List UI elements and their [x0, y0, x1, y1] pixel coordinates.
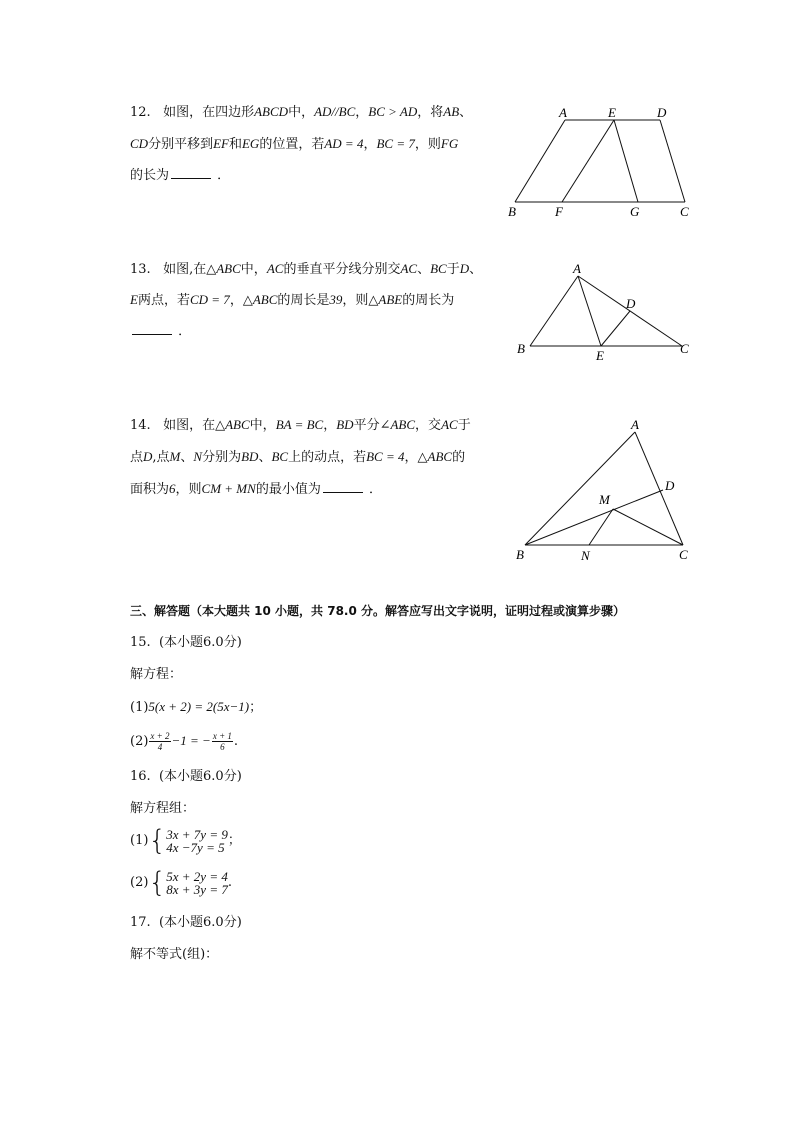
q12-text: ，则 [414, 137, 441, 152]
q13-text: ，则 [342, 293, 369, 308]
numerator: x + 1 [212, 731, 232, 741]
q13-text: 如图,在 [163, 262, 207, 277]
segment-AB [525, 432, 635, 545]
q15-score: (本小题6.0分) [158, 635, 242, 650]
punct: ； [249, 700, 263, 715]
q12-math: AD = 4 [324, 136, 364, 151]
q14-line-1 [130, 415, 471, 436]
q12-math: AD//BC [314, 104, 356, 119]
q14-math: BC [271, 449, 289, 464]
label-E: E [596, 348, 604, 363]
equation-system [166, 828, 228, 854]
q14-math: BD [336, 417, 354, 432]
q14-text: ,点 [152, 450, 170, 465]
q12-math: FG [440, 136, 459, 151]
q13-line-1 [130, 259, 482, 280]
q14-text: 如图，在 [163, 418, 216, 433]
q16-header [130, 767, 242, 787]
q14-text: 的 [452, 450, 466, 465]
label-A: A [559, 105, 567, 120]
q12-text: ，将 [417, 105, 444, 120]
part-label: (2) [130, 875, 149, 890]
label-E: E [608, 105, 616, 120]
fraction [212, 731, 233, 752]
q13-text: 的垂直平分线分别交 [283, 262, 401, 277]
q16-number: 16. [130, 769, 151, 784]
left-brace: { [148, 823, 167, 857]
q12-number: 12. [130, 105, 151, 120]
q12-text: 和 [228, 137, 242, 152]
q13-math: D [459, 261, 470, 276]
q13-text: ， [229, 293, 243, 308]
q14-math: △ABC [215, 417, 250, 432]
q14-math: BC = 4 [366, 449, 405, 464]
q15-part-1 [130, 697, 262, 718]
q14-text: ， [404, 450, 418, 465]
q14-math: AC [441, 417, 458, 432]
label-B: B [516, 547, 524, 562]
q13-math: BC [430, 261, 447, 276]
q13-math: AC [266, 261, 284, 276]
q12-line-2 [130, 134, 458, 155]
q14-math: M [169, 449, 181, 464]
q12-figure-trapezoid [500, 100, 700, 225]
q13-math: CD = 7 [189, 292, 230, 307]
q14-math: △ABC [417, 449, 453, 464]
label-D: D [665, 478, 675, 493]
q14-text: 面积为 [130, 482, 170, 497]
part-label: (1) [130, 833, 149, 848]
q14-math: D [143, 449, 153, 464]
q14-text: 点 [130, 450, 144, 465]
equation: 5x + 2y = 4 [166, 868, 228, 884]
q13-figure-triangle [510, 258, 700, 366]
q12-text: 中， [288, 105, 315, 120]
q12-text: 的位置，若 [259, 137, 325, 152]
equation: 4x −7y = 5 [166, 839, 225, 855]
q13-math: AC [400, 261, 418, 276]
q16-part-1 [130, 823, 241, 857]
q12-line-3 [130, 166, 230, 186]
label-B: B [508, 204, 516, 219]
q13-math: △ABE [368, 292, 403, 307]
left-brace: { [148, 865, 167, 899]
answer-blank[interactable] [171, 166, 211, 179]
q13-text: 于 [446, 262, 460, 277]
label-D: D [626, 296, 636, 311]
q14-number: 14. [130, 418, 151, 433]
answer-blank[interactable] [132, 322, 172, 335]
q14-text: 的最小值为 [255, 482, 321, 497]
q13-line-3 [130, 322, 191, 342]
q17-number: 17. [130, 915, 151, 930]
q13-math: △ABC [242, 292, 278, 307]
q14-text: 、 [180, 450, 194, 465]
q16-part-2 [130, 865, 232, 899]
q13-text: 、 [417, 262, 431, 277]
q14-math: N [193, 449, 203, 464]
label-A: A [573, 261, 581, 276]
q14-text: 上的动点，若 [288, 450, 367, 465]
label-B: B [517, 341, 525, 356]
q16-instruction: 解方程组： [130, 801, 196, 816]
segment-AE [578, 276, 601, 346]
q13-text: 中， [240, 262, 267, 277]
equation: 3x + 7y = 9 [166, 826, 228, 842]
equation: −1 = − [171, 733, 211, 748]
label-M: M [599, 492, 610, 507]
part-label: (2) [130, 734, 149, 749]
q14-text: ， [323, 418, 337, 433]
q12-math: AB [443, 104, 460, 119]
q15-instruction: 解方程： [130, 667, 183, 682]
section-header: 三、解答题（本大题共 10 小题，共 78.0 分。解答应写出文字说明，证明过程或演算步骤） [130, 604, 626, 618]
q13-text: 的周长是 [277, 293, 330, 308]
numerator: x + 2 [150, 731, 170, 741]
q17-score: (本小题6.0分) [158, 915, 242, 930]
fraction [149, 731, 170, 752]
q14-math: BD [241, 449, 259, 464]
q12-math: EF [213, 136, 229, 151]
q13-text: ． [178, 324, 192, 339]
q12-text: 、 [459, 105, 473, 120]
label-C: C [679, 547, 688, 562]
segment-AC [635, 432, 683, 545]
label-N: N [581, 548, 590, 563]
q12-math: BC = 7 [376, 136, 415, 151]
q12-math: CD [130, 136, 149, 151]
q14-text: ． [368, 482, 382, 497]
label-F: F [555, 204, 563, 219]
q12-math: ABCD [254, 104, 289, 119]
q12-text: 的长为 [130, 168, 170, 183]
equation: 5(x + 2) = 2(5x−1) [148, 699, 250, 714]
q14-math: CM + MN [201, 481, 256, 496]
q14-text: 、 [258, 450, 272, 465]
segment-ED [601, 311, 630, 346]
segment-DC [660, 120, 685, 202]
q13-math: 39 [329, 292, 343, 307]
segment-MC [613, 509, 683, 545]
q12-text: ． [217, 168, 231, 183]
q15-number: 15. [130, 635, 151, 650]
q12-math: BC > AD [368, 104, 418, 119]
punct: . [227, 875, 232, 890]
q14-math: BA = BC [275, 417, 324, 432]
q13-text: 的周长为 [402, 293, 455, 308]
segment-EG [614, 120, 638, 202]
q12-text: ， [355, 105, 369, 120]
denominator: 4 [157, 742, 163, 752]
part-label: (1) [130, 700, 149, 715]
segment-EF [562, 120, 614, 202]
q13-number: 13. [130, 262, 151, 277]
label-D: D [657, 105, 667, 120]
answer-blank[interactable] [323, 480, 363, 493]
label-C: C [680, 204, 689, 219]
q13-text: 、 [469, 262, 483, 277]
q17-instruction: 解不等式(组)： [130, 947, 219, 962]
q12-line-1 [130, 102, 472, 123]
q14-line-3 [130, 479, 382, 500]
punct: ； [227, 833, 241, 848]
q13-text: 两点，若 [137, 293, 190, 308]
q14-math: ∠ABC [379, 417, 416, 432]
q12-text: ， [363, 137, 377, 152]
q15-header [130, 633, 242, 653]
q14-line-2 [130, 447, 465, 468]
q12-text: 分别平移到 [148, 137, 214, 152]
q13-line-2 [130, 290, 454, 311]
q14-text: ，则 [175, 482, 202, 497]
label-G: G [630, 204, 640, 219]
equation-system [166, 870, 228, 896]
punct: . [233, 734, 239, 749]
q12-text: 如图，在四边形 [163, 105, 255, 120]
q13-math: △ABC [206, 261, 241, 276]
segment-AB [515, 120, 565, 202]
q15-part-2 [130, 729, 238, 754]
denominator: 6 [220, 742, 225, 752]
q14-text: 分别为 [202, 450, 242, 465]
q14-text: 中， [249, 418, 276, 433]
q14-figure-triangle [505, 412, 700, 567]
q12-math: EG [241, 136, 260, 151]
q17-header [130, 913, 242, 933]
label-A: A [631, 417, 639, 432]
label-C: C [680, 341, 689, 356]
q14-text: ，交 [415, 418, 442, 433]
segment-AB [530, 276, 578, 346]
q13-math: E [130, 292, 138, 307]
equation: 8x + 3y = 7 [166, 881, 228, 897]
q16-score: (本小题6.0分) [158, 769, 242, 784]
q14-text: 于 [457, 418, 471, 433]
q14-text: 平分 [353, 418, 380, 433]
q14-math: 6 [169, 481, 176, 496]
